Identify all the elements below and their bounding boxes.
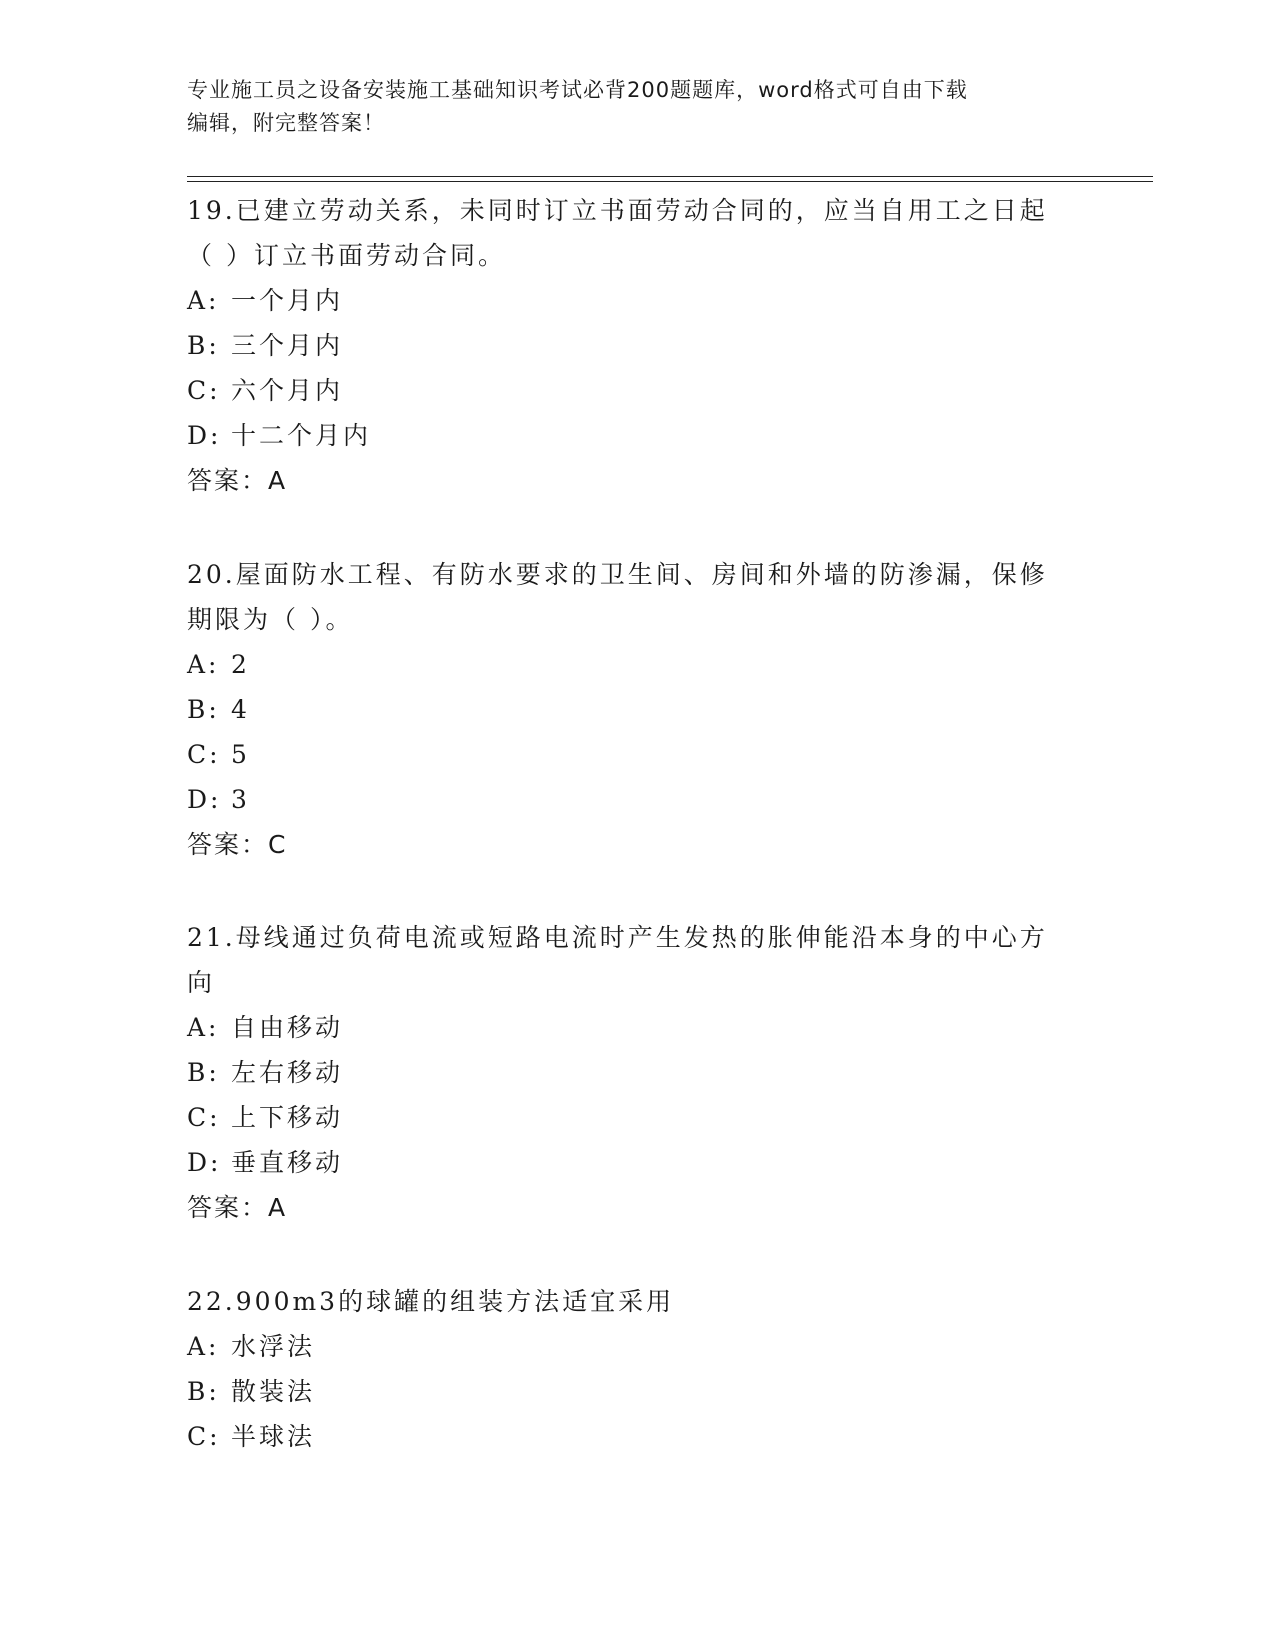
option-letter: A:	[187, 650, 220, 679]
option-letter: D:	[187, 785, 222, 814]
document-header	[187, 74, 1067, 140]
option-text: 左右移动	[231, 1058, 344, 1087]
option-text: 2	[231, 650, 250, 679]
option-d	[187, 1140, 1087, 1185]
header-divider-bottom	[187, 181, 1153, 182]
option-text: 三个月内	[231, 331, 344, 360]
option-a	[187, 278, 1087, 323]
option-text: 5	[231, 740, 250, 769]
option-b	[187, 687, 1087, 732]
option-text: 上下移动	[231, 1103, 344, 1132]
option-text: 散装法	[231, 1377, 316, 1406]
option-letter: C:	[187, 1422, 221, 1451]
question-stem-line-1: 20.屋面防水工程、有防水要求的卫生间、房间和外墙的防渗漏，保修	[187, 560, 1048, 589]
answer-line: 答案：C	[187, 830, 288, 859]
option-letter: B:	[187, 1377, 220, 1406]
option-a	[187, 1005, 1087, 1050]
option-letter: A:	[187, 1013, 220, 1042]
option-letter: D:	[187, 421, 222, 450]
option-text: 垂直移动	[231, 1148, 344, 1177]
answer-line: 答案：A	[187, 466, 288, 495]
option-text: 十二个月内	[231, 421, 372, 450]
option-b	[187, 1369, 1087, 1414]
option-a	[187, 642, 1087, 687]
option-a	[187, 1324, 1087, 1369]
question-stem-line-1: 22.900m3的球罐的组装方法适宜采用	[187, 1287, 675, 1316]
header-line-1: 专业施工员之设备安装施工基础知识考试必背200题题库，word格式可自由下载	[187, 78, 968, 102]
option-text: 3	[231, 785, 250, 814]
option-letter: C:	[187, 376, 221, 405]
question-stem-line-2: 向	[187, 968, 216, 997]
question-21	[187, 915, 1087, 1230]
option-b	[187, 323, 1087, 368]
question-stem-line-1: 21.母线通过负荷电流或短路电流时产生发热的胀伸能沿本身的中心方	[187, 923, 1048, 952]
option-text: 六个月内	[231, 376, 344, 405]
question-stem-line-1: 19.已建立劳动关系，未同时订立书面劳动合同的，应当自用工之日起	[187, 196, 1048, 225]
question-stem-line-2: 期限为（ ）。	[187, 605, 354, 634]
option-text: 自由移动	[231, 1013, 344, 1042]
option-letter: A:	[187, 286, 220, 315]
option-c	[187, 1095, 1087, 1140]
option-letter: A:	[187, 1332, 220, 1361]
option-d	[187, 413, 1087, 458]
option-letter: B:	[187, 695, 220, 724]
option-text: 半球法	[231, 1422, 316, 1451]
option-letter: C:	[187, 740, 221, 769]
answer-line: 答案：A	[187, 1193, 288, 1222]
header-line-2: 编辑，附完整答案！	[187, 111, 385, 135]
question-20	[187, 552, 1087, 867]
option-letter: B:	[187, 331, 220, 360]
option-letter: D:	[187, 1148, 222, 1177]
option-text: 一个月内	[231, 286, 344, 315]
option-c	[187, 1414, 1087, 1459]
question-stem-line-2: （ ）订立书面劳动合同。	[187, 241, 506, 270]
question-22	[187, 1279, 1087, 1459]
option-c	[187, 368, 1087, 413]
option-letter: B:	[187, 1058, 220, 1087]
option-b	[187, 1050, 1087, 1095]
option-c	[187, 732, 1087, 777]
option-text: 4	[231, 695, 250, 724]
option-d	[187, 777, 1087, 822]
option-text: 水浮法	[231, 1332, 316, 1361]
option-letter: C:	[187, 1103, 221, 1132]
header-divider-top	[187, 176, 1153, 177]
question-19	[187, 188, 1087, 503]
